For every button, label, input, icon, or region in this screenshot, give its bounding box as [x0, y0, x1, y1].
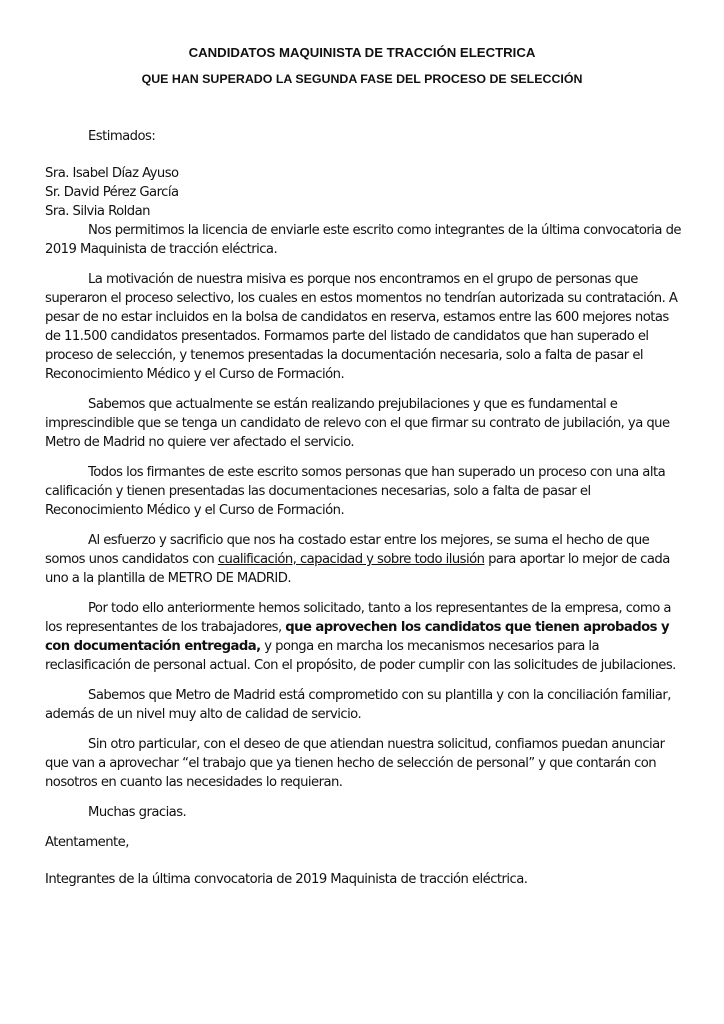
signature-line: Integrantes de la última convocatoria de 2019 Maquinista de tracción eléctrica.: [45, 872, 528, 887]
paragraph-solicitud-text-2: y ponga en marcha los mecanismos necesarios para la reclasificación de personal actual. Con el propósito, de poder cumplir con las solicitudes de jubilaciones.: [45, 639, 676, 673]
document-subtitle: QUE HAN SUPERADO LA SEGUNDA FASE DEL PROCESO DE SELECCIÓN: [141, 72, 583, 86]
document-title: CANDIDATOS MAQUINISTA DE TRACCIÓN ELECTRICA: [188, 45, 536, 60]
paragraph-cierre: Sin otro particular, con el deseo de que atiendan nuestra solicitud, confiamos puedan anunciar que van a aprovechar “el trabajo que ya tienen hecho de selección de personal” y que contarán con nosotros en cuanto las necesidades lo requieran.: [45, 737, 665, 790]
paragraph-compromiso: Sabemos que Metro de Madrid está comprometido con su plantilla y con la conciliación familiar, además de un nivel muy alto de calidad de servicio.: [45, 688, 671, 722]
recipients-list: [45, 164, 685, 221]
paragraph-solicitud: [45, 599, 685, 675]
underlined-qualities: cualificación, capacidad y sobre todo ilusión: [217, 552, 485, 567]
recipient-2: Sr. David Pérez García: [45, 185, 179, 200]
closing-line: Atentamente,: [45, 835, 129, 850]
bold-request: que aprovechen los candidatos que tienen aprobados y con documentación entregada,: [45, 620, 670, 654]
recipient-1: Sra. Isabel Díaz Ayuso: [45, 166, 179, 181]
thanks-line: Muchas gracias.: [88, 805, 187, 820]
paragraph-firmantes: Todos los firmantes de este escrito somos personas que han superado un proceso con una alta calificación y tienen presentadas las documentaciones necesarias, solo a falta de pasar el Reconocimiento Médico y el Curso de Formación.: [45, 465, 666, 518]
recipient-3: Sra. Silvia Roldan: [45, 204, 150, 219]
paragraph-esfuerzo-text-1: Al esfuerzo y sacrificio que nos ha costado estar entre los mejores, se suma el hecho de que somos unos candidatos con: [45, 533, 650, 567]
paragraph-esfuerzo-text-2: para aportar lo mejor de cada uno a la plantilla de METRO DE MADRID.: [45, 552, 670, 586]
paragraph-intro: Nos permitimos la licencia de enviarle este escrito como integrantes de la última convocatoria de 2019 Maquinista de tracción eléctrica.: [45, 223, 681, 257]
paragraph-motivation: La motivación de nuestra misiva es porque nos encontramos en el grupo de personas que superaron el proceso selectivo, los cuales en estos momentos no tendrían autorizada su contratación. A pesar de no estar incluidos en la bolsa de candidatos en reserva, estamos entre las 600 mejores notas de 11.500 candidatos presentados. Formamos parte del listado de candidatos que han superado el proceso de selección, y tenemos presentadas la documentación necesaria, solo a falta de pasar el Reconocimiento Médico y el Curso de Formación.: [45, 272, 678, 382]
paragraph-prejubilaciones: Sabemos que actualmente se están realizando prejubilaciones y que es fundamental e imprescindible que se tenga un candidato de relevo con el que firmar su contrato de jubilación, ya que Metro de Madrid no quiere ver afectado el servicio.: [45, 397, 670, 450]
paragraph-solicitud-text-1: Por todo ello anteriormente hemos solicitado, tanto a los representantes de la empresa, como a los representantes de los trabajadores,: [45, 601, 671, 635]
letter-body: [45, 127, 685, 889]
paragraph-esfuerzo: [45, 531, 685, 588]
salutation: Estimados:: [88, 129, 156, 144]
